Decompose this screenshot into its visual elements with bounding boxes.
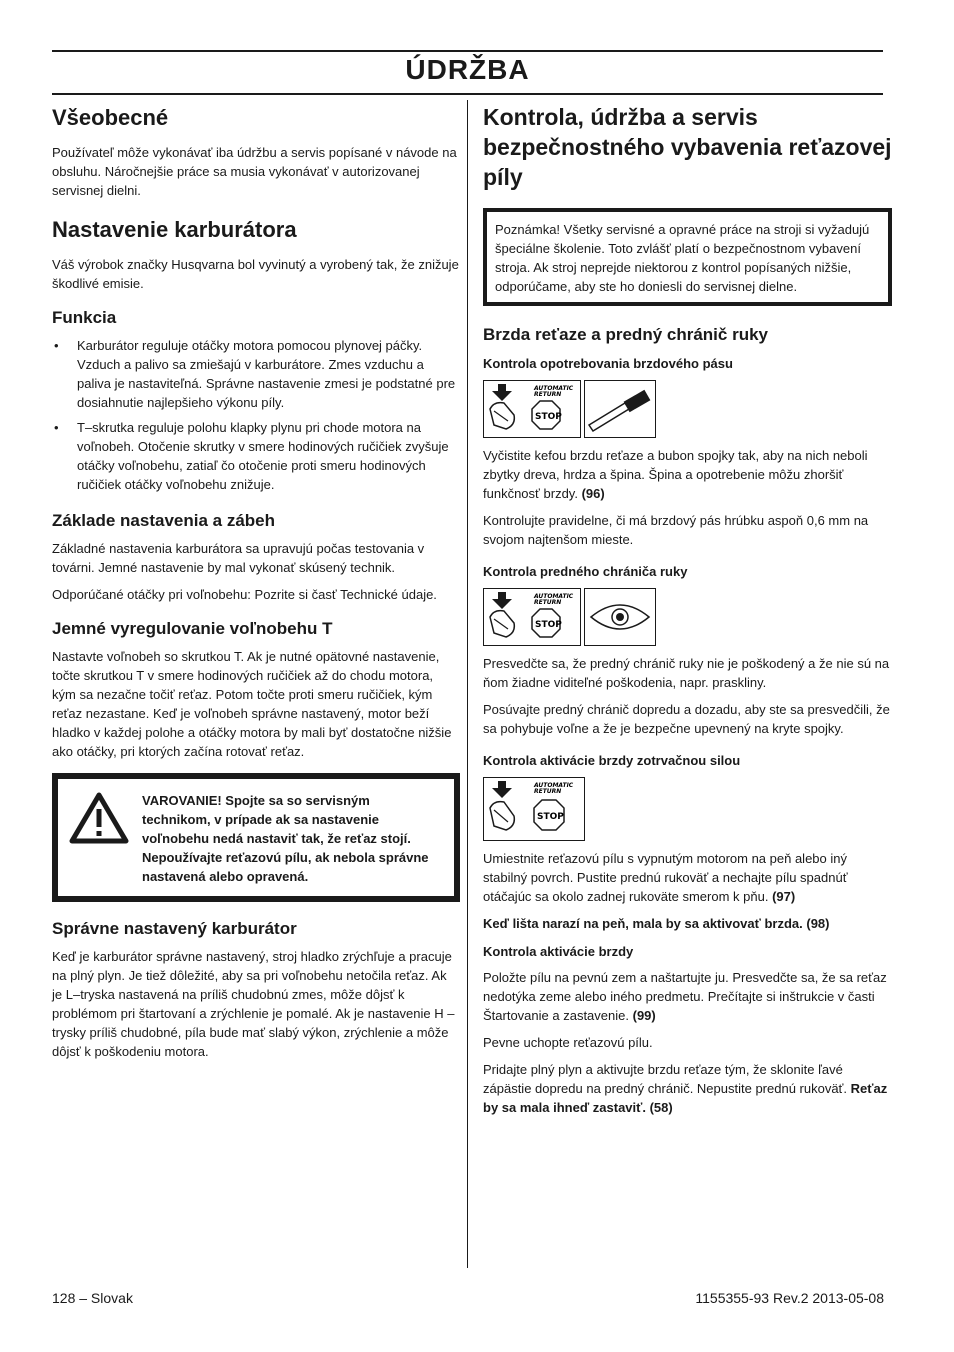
- page-title: ÚDRŽBA: [405, 54, 530, 85]
- section-title-idle-adjust: Jemné vyregulovanie voľnobehu T: [52, 619, 333, 638]
- heading-brake-band: Kontrola opotrebovania brzdového pásu: [483, 356, 733, 371]
- chain-brake-stop-icon: [483, 777, 585, 841]
- basic-settings-paragraph-1: Základné nastavenia karburátora sa upravujú počas testovania v továrni. Jemné nastavenie by mal vykonať skúsený technik.: [52, 541, 425, 575]
- icon-row-inertia: [483, 777, 892, 841]
- page-number: 128 – Slovak: [52, 1290, 133, 1306]
- document-id: 1155355-93 Rev.2 2013-05-08: [695, 1290, 884, 1306]
- heading-brake-activation: Kontrola aktivácie brzdy: [483, 944, 634, 959]
- chain-brake-stop-icon: [483, 380, 581, 438]
- activation-paragraph-2: Pevne uchopte reťazovú pílu.: [483, 1035, 653, 1050]
- header-rule-top: [52, 50, 883, 52]
- icon-row-brake-band: [483, 380, 892, 438]
- front-guard-paragraph-2: Posúvajte predný chránič dopredu a dozadu, aby ste sa presvedčili, že sa pohybuje voľne a že je bezpečne upevnený na kryte spojky.: [483, 702, 890, 736]
- heading-front-guard: Kontrola predného chrániča ruky: [483, 564, 688, 579]
- section-title-basic-settings: Základe nastavenia a zábeh: [52, 511, 275, 530]
- note-text: Poznámka! Všetky servisné a opravné práce na stroji si vyžadujú špeciálne školenie. Toto zvlášť platí o bezpečnostnom vybavení stroja. Ak stroj neprejde niektorou z kontrol popísaných nižšie, odporúčame, aby ste ho doniesli do servisnej dielne.: [495, 222, 870, 294]
- general-paragraph: Používateľ môže vykonávať iba údržbu a servis popísané v návode na obsluhu. Náročnejšie práce sa musia vykonávať v autorizovanej servisnej dielni.: [52, 145, 457, 198]
- svg-text:STOP: STOP: [537, 812, 564, 822]
- svg-text:RETURN: RETURN: [534, 788, 562, 795]
- activation-paragraph-3: Pridajte plný plyn a aktivujte brzdu reťaze tým, že sklonite ľavé zápästie dopredu na predný chránič. Nepustite prednú rukoväť. Reťaz by sa mala ihneď zastaviť. (58): [483, 1062, 888, 1115]
- function-list: [52, 336, 460, 494]
- section-title-carburetor: Nastavenie karburátora: [52, 217, 297, 242]
- warning-text: VAROVANIE! Spojte sa so servisným technikom, v prípade ak sa nastavenie voľnobehu nedá nastaviť tak, že reťaz stojí. Nepoužívajte reťazovú pílu, ak nebola správne nastavená alebo opravená.: [142, 793, 429, 884]
- warning-triangle-icon: [68, 791, 142, 886]
- right-column: [483, 100, 892, 1125]
- front-guard-paragraph-1: Presvedčte sa, že predný chránič ruky nie je poškodený a že nie sú na ňom žiadne viditeľné poškodenia, napr. praskliny.: [483, 656, 890, 690]
- basic-settings-paragraph-2: Odporúčané otáčky pri voľnobehu: Pozrite si časť Technické údaje.: [52, 587, 437, 602]
- section-title-general: Všeobecné: [52, 105, 169, 130]
- left-column: [52, 100, 460, 1069]
- brake-band-paragraph-1: Vyčistite kefou brzdu reťaze a bubon spojky tak, aby na nich neboli zbytky dreva, hrdza a špina. Špina a opotrebenie môžu zhoršiť funkčnosť brzdy. (96): [483, 448, 868, 501]
- brush-icon: [584, 380, 656, 438]
- svg-text:STOP: STOP: [535, 620, 562, 630]
- eye-inspect-icon: [584, 588, 656, 646]
- section-title-function: Funkcia: [52, 308, 117, 327]
- icon-row-front-guard: [483, 588, 892, 646]
- section-title-correct-carburetor: Správne nastavený karburátor: [52, 919, 297, 938]
- warning-box: [52, 773, 460, 902]
- heading-inertia-brake: Kontrola aktivácie brzdy zotrvačnou silou: [483, 753, 741, 768]
- svg-text:AUTOMATIC: AUTOMATIC: [534, 593, 574, 600]
- list-item: • Karburátor reguluje otáčky motora pomocou plynovej páčky. Vzduch a palivo sa zmiešajú v karburátore. Zmes vzduchu a paliva je nastaviteľná. Správne nastavenie zmesi je podstatné pre dosiahnutie najlepšieho výkonu píly.: [52, 336, 460, 412]
- correct-carburetor-paragraph: Keď je karburátor správne nastavený, stroj hladko zrýchľuje a pracuje na plný plyn. Je tiež dôležité, aby sa pri voľnobehu netočila reťaz. Ak je L–tryska nastavená na príliš chudobnú zmes, môže dôjsť k problémom pri štartovaní a zrýchlenie je pomalé. Ak je nastavenie H – trysky príliš chudobné, píla bude mať slabý výkon, zrýchlenie a môže dôjsť k poškodeniu motora.: [52, 949, 455, 1059]
- chain-brake-stop-icon: [483, 588, 581, 646]
- column-divider: [467, 100, 468, 1268]
- brake-band-paragraph-2: Kontrolujte pravidelne, či má brzdový pás hrúbku aspoň 0,6 mm na svojom najtenšom mieste.: [483, 513, 869, 547]
- header-rule-bottom: [52, 93, 883, 95]
- svg-text:RETURN: RETURN: [534, 391, 562, 398]
- svg-text:STOP: STOP: [535, 412, 562, 422]
- note-box: [483, 208, 892, 306]
- carburetor-paragraph: Váš výrobok značky Husqvarna bol vyvinutý a vyrobený tak, že znižuje škodlivé emisie.: [52, 257, 459, 291]
- idle-adjust-paragraph: Nastavte voľnobeh so skrutkou T. Ak je nutné opätovné nastavenie, točte skrutkou T v smere hodinových ručičiek až do chodu motora, kým sa nezačne točiť reťaz. Potom točte proti smeru ručičiek, kým reťaz nezastane. Keď je voľnobeh správne nastavený, motor beží hladko v každej polohe a otáčky motora by mali byť dostatočne nižšie ako otáčky, pri ktorých začína rotovať reťaz.: [52, 649, 452, 759]
- section-title-chain-brake: Brzda reťaze a predný chránič ruky: [483, 325, 768, 344]
- inertia-paragraph-2: Keď lišta narazí na peň, mala by sa aktivovať brzda. (98): [483, 916, 830, 931]
- inertia-paragraph-1: Umiestnite reťazovú pílu s vypnutým motorom na peň alebo iný stabilný povrch. Pustite prednú rukoväť a nechajte pílu spadnúť otáčajúc sa okolo zadnej rukoväte smerom k pňu. (97): [483, 851, 848, 904]
- section-title-safety-equipment: Kontrola, údržba a servis bezpečnostného vybavenia reťazovej píly: [483, 104, 892, 190]
- svg-text:AUTOMATIC: AUTOMATIC: [534, 385, 574, 392]
- activation-paragraph-1: Položte pílu na pevnú zem a naštartujte ju. Presvedčte sa, že sa reťaz nedotýka zeme alebo iného predmetu. Prečítajte si inštrukcie v časti Štartovanie a zastavenie. (99): [483, 970, 887, 1023]
- svg-text:RETURN: RETURN: [534, 599, 562, 606]
- list-item: • T–skrutka reguluje polohu klapky plynu pri chode motora na voľnobeh. Otočenie skrutky v smere hodinových ručičiek zvyšuje otáčky voľnobehu, zatiaľ čo otočenie proti smeru hodinových ručičiek otáčky voľnobehu znižuje.: [52, 418, 460, 494]
- svg-text:AUTOMATIC: AUTOMATIC: [534, 782, 574, 789]
